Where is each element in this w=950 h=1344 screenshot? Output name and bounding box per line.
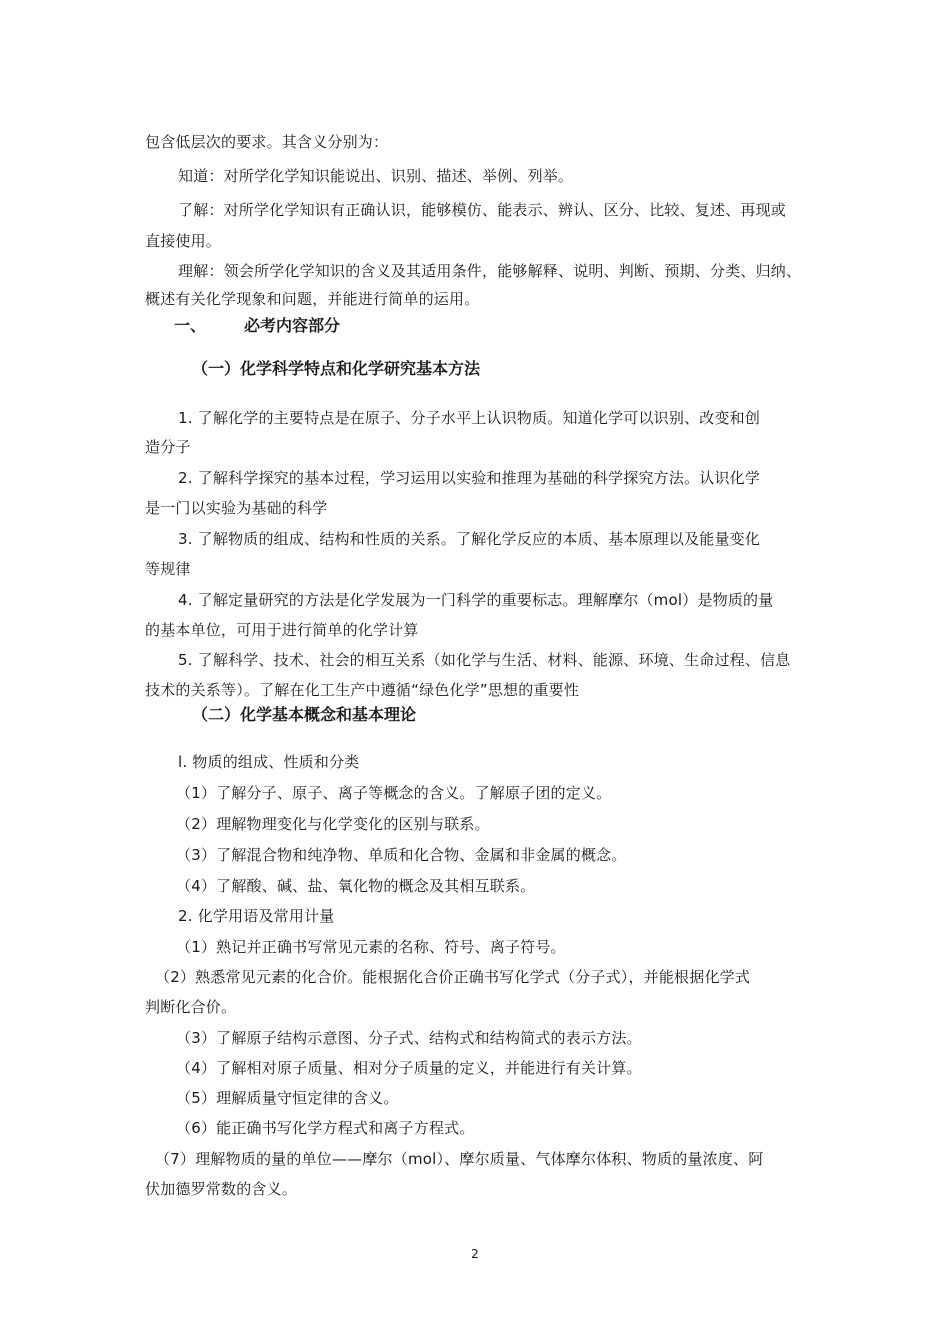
part2-heading: （二）化学基本概念和基本理论 <box>192 705 417 724</box>
list-item-cont: 是一门以实验为基础的科学 <box>145 499 328 517</box>
list-item-cont: 判断化合价。 <box>145 998 237 1016</box>
list-item: （2）熟悉常见元素的化合价。能根据化合价正确书写化学式（分子式），并能根据化学式 <box>155 968 751 986</box>
definition-liaojie: 了解：对所学化学知识有正确认识，能够模仿、能表示、辨认、区分、比较、复述、再现或 <box>178 201 787 219</box>
subsection-title: 2. 化学用语及常用计量 <box>178 907 335 925</box>
part1-heading: （一）化学科学特点和化学研究基本方法 <box>192 359 481 378</box>
intro-line: 包含低层次的要求。其含义分别为： <box>145 133 389 151</box>
section-title: 必考内容部分 <box>244 316 341 335</box>
list-item: 2. 了解科学探究的基本过程，学习运用以实验和推理为基础的科学探究方法。认识化学 <box>178 469 761 487</box>
list-item-cont: 造分子 <box>145 438 191 456</box>
list-item: （3）了解原子结构示意图、分子式、结构式和结构简式的表示方法。 <box>176 1029 642 1047</box>
list-item: （1）熟记并正确书写常见元素的名称、符号、离子符号。 <box>176 938 566 956</box>
definition-zhidao: 知道：对所学化学知识能说出、识别、描述、举例、列举。 <box>178 167 574 185</box>
definition-liaojie-cont: 直接使用。 <box>145 232 222 250</box>
list-item-cont: 技术的关系等）。了解在化工生产中遵循“绿色化学”思想的重要性 <box>145 681 580 699</box>
list-item: （1）了解分子、原子、离子等概念的含义。了解原子团的定义。 <box>176 784 612 802</box>
section-number: 一、 <box>174 316 207 335</box>
list-item: 3. 了解物质的组成、结构和性质的关系。了解化学反应的本质、基本原理以及能量变化 <box>178 530 761 548</box>
list-item: （4）了解酸、碱、盐、氧化物的概念及其相互联系。 <box>176 877 536 895</box>
list-item: 4. 了解定量研究的方法是化学发展为一门科学的重要标志。理解摩尔（mol）是物质的量 <box>178 591 774 609</box>
list-item: （3）了解混合物和纯净物、单质和化合物、金属和非金属的概念。 <box>176 846 627 864</box>
list-item: 1. 了解化学的主要特点是在原子、分子水平上认识物质。知道化学可以识别、改变和创 <box>178 409 761 427</box>
list-item: （5）理解质量守恒定律的含义。 <box>176 1089 399 1107</box>
subsection-title: l. 物质的组成、性质和分类 <box>178 753 360 771</box>
list-item: 5. 了解科学、技术、社会的相互关系（如化学与生活、材料、能源、环境、生命过程、信息 <box>178 651 791 669</box>
list-item: （7）理解物质的量的单位——摩尔（mol）、摩尔质量、气体摩尔体积、物质的量浓度、阿 <box>155 1150 764 1168</box>
definition-lijie: 理解：领会所学化学知识的含义及其适用条件，能够解释、说明、判断、预期、分类、归纳、 <box>178 262 802 280</box>
definition-lijie-cont: 概述有关化学现象和问题，并能进行简单的运用。 <box>145 290 480 308</box>
page-number: 2 <box>471 1247 479 1261</box>
list-item: （4）了解相对原子质量、相对分子质量的定义，并能进行有关计算。 <box>176 1059 642 1077</box>
list-item: （2）理解物理变化与化学变化的区别与联系。 <box>176 815 490 833</box>
list-item-cont: 的基本单位，可用于进行简单的化学计算 <box>145 621 419 639</box>
list-item: （6）能正确书写化学方程式和离子方程式。 <box>176 1119 475 1137</box>
list-item-cont: 等规律 <box>145 560 191 578</box>
list-item-cont: 伏加德罗常数的含义。 <box>145 1180 298 1198</box>
